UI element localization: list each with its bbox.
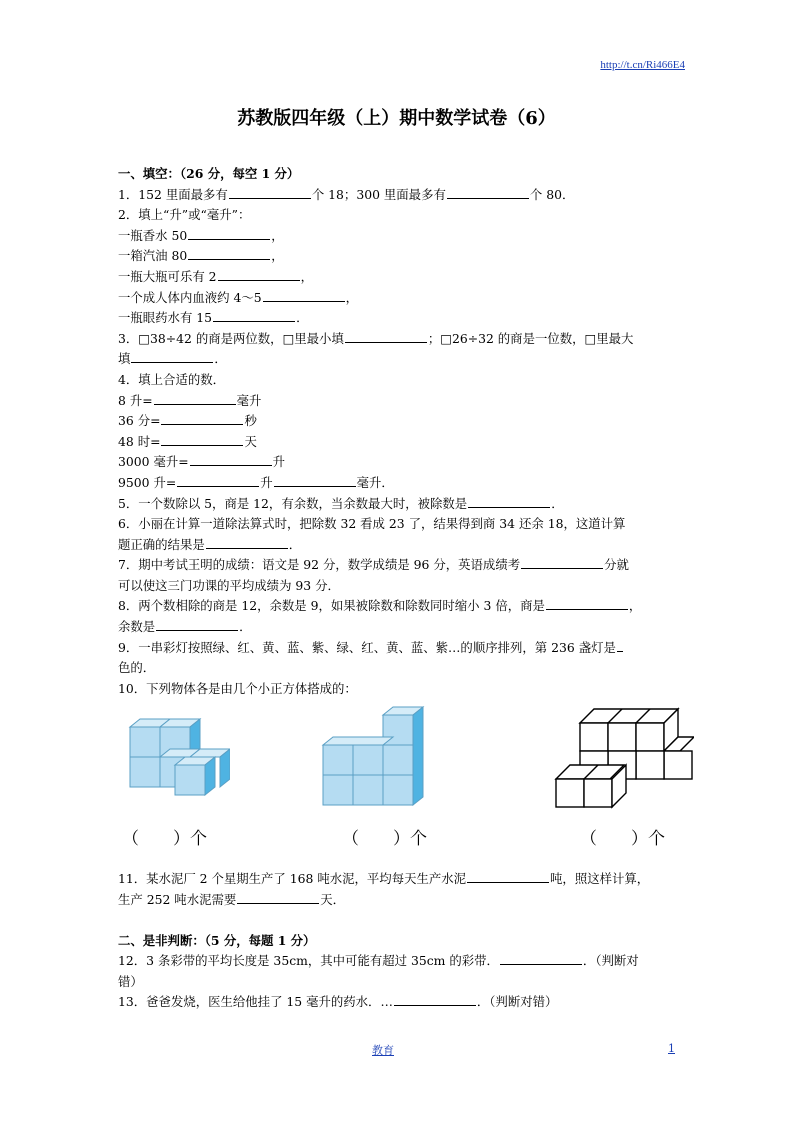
question-6: 6．小丽在计算一道除法算式时，把除数 32 看成 23 了，结果得到商 34 还余 18，这道计算 [118,516,626,532]
q1-text-c: 个 80． [529,186,575,202]
q4-unit: 升 [260,474,273,490]
q2-text: 一瓶大瓶可乐有 2 [118,268,217,284]
q2-line-5 [118,308,678,329]
q10-caption-1: （ ）个 [122,829,207,850]
q3-text-c: 填 [118,351,131,367]
q4-line-5 [118,473,678,494]
answer-blank[interactable] [521,555,603,569]
answer-blank[interactable] [546,596,628,610]
q11-text-d: 天． [320,892,346,908]
answer-blank[interactable] [161,432,243,446]
answer-blank[interactable] [394,992,476,1006]
answer-blank[interactable] [237,890,319,904]
question-9-cont: 色的． [118,660,156,676]
q7-text-a: 7．期中考试王明的成绩：语文是 92 分，数学成绩是 96 分，英语成绩考 [118,557,521,573]
q2-line-4 [118,288,678,309]
q1-text-b: 个 18；300 里面最多有 [311,186,446,202]
q4-line-2 [118,411,678,432]
q4-unit: 升 [272,454,286,470]
q2-text: 一瓶眼药水有 15 [118,310,213,326]
q4-text: 48 时= [118,433,161,449]
q3-text-b: ；□26÷32 的商是一位数，□里最大 [427,330,634,346]
answer-blank[interactable] [345,329,427,343]
q13-text-b: ．（判断对错） [476,994,558,1010]
answer-blank[interactable] [131,349,213,363]
q8-text-a: 8．两个数相除的商是 12，余数是 9，如果被除数和除数同时缩小 3 倍，商是 [118,598,545,614]
q2-punct: ， [345,289,359,305]
question-12 [118,951,678,972]
q2-line-3 [118,267,678,288]
question-6-cont [118,535,678,556]
answer-blank[interactable] [154,391,236,405]
q2-punct: ， [271,248,284,264]
q2-line-1 [118,226,678,247]
answer-blank[interactable] [229,185,311,199]
q4-unit: 秒 [244,413,257,429]
q8-text-b: ， [628,598,642,614]
q10-heading: 10．下列物体各是由几个小正方体搭成的： [118,680,357,696]
q2-line-2 [118,246,678,267]
exam-content [118,158,678,1013]
q13-text-a: 13．爸爸发烧，医生给他挂了 15 毫升的药水．… [118,994,393,1010]
question-12-cont: 错） [118,973,143,989]
q8-text-d: ． [239,619,252,635]
question-13 [118,992,678,1013]
q4-text: 36 分= [118,413,161,429]
answer-blank[interactable] [617,638,623,652]
question-11 [118,869,678,890]
answer-blank[interactable] [188,226,270,240]
q2-heading: 2．填上“升”或“毫升”： [118,207,251,223]
q4-unit: 毫升． [356,474,394,490]
q5-text-b: ． [551,495,564,511]
q4-text: 9500 升= [118,474,177,490]
answer-blank[interactable] [447,185,529,199]
cube-figure-2 [318,705,428,811]
q12-text-a: 12．3 条彩带的平均长度是 35cm，其中可能有超过 35cm 的彩带． [118,953,499,969]
answer-blank[interactable] [206,535,288,549]
question-8-cont [118,617,678,638]
answer-blank[interactable] [274,473,356,487]
q4-line-4 [118,452,678,473]
q4-text: 8 升= [118,392,153,408]
q4-line-3 [118,432,678,453]
section1-heading: 一、填空：（26 分，每空 1 分） [118,166,300,181]
q10-caption-3: （ ）个 [580,829,665,850]
q9-text-a: 9．一串彩灯按照绿、红、黄、蓝、紫、绿、红、黄、蓝、紫…的顺序排列，第 236 盏灯是 [118,639,616,655]
answer-blank[interactable] [468,494,550,508]
q5-text-a: 5．一个数除以 5，商是 12，有余数，当余数最大时，被除数是 [118,495,468,511]
q2-text: 一瓶香水 50 [118,227,188,243]
q7-text-b: 分就 [604,557,629,573]
q11-text-c: 生产 252 吨水泥需要 [118,892,237,908]
q4-text: 3000 毫升= [118,454,189,470]
q2-text: 一个成人体内血液约 4～5 [118,289,262,305]
q6-text-c: ． [288,536,302,552]
q4-unit: 毫升 [236,392,262,408]
page-title: 苏教版四年级（上）期中数学试卷（6） [237,108,556,129]
answer-blank[interactable] [188,246,270,260]
footer-link[interactable]: 教育 [372,1044,394,1057]
question-7 [118,555,678,576]
page-number: 1 [668,1042,675,1055]
section2-heading: 二、是非判断：（5 分，每题 1 分） [118,932,316,948]
q3-text-d: ． [214,351,227,367]
question-9 [118,638,678,659]
answer-blank[interactable] [177,473,259,487]
question-5 [118,494,678,515]
header-link[interactable]: http://t.cn/Ri466E4 [600,59,685,71]
question-7-cont: 可以使这三门功课的平均成绩为 93 分． [118,577,340,593]
answer-blank[interactable] [213,308,295,322]
q4-line-1 [118,391,678,412]
question-11-cont [118,890,678,911]
answer-blank[interactable] [161,411,243,425]
q10-caption-2: （ ）个 [342,829,427,850]
cube-figure-1 [120,705,230,807]
question-3-cont [118,349,678,370]
answer-blank[interactable] [156,617,238,631]
q11-text-a: 11．某水泥厂 2 个星期生产了 168 吨水泥，平均每天生产水泥 [118,871,467,887]
cube-figure-3 [554,701,694,813]
q2-punct: ． [296,310,309,326]
answer-blank[interactable] [500,951,582,965]
question-3 [118,329,678,350]
q1-text-a: 1．152 里面最多有 [118,186,228,202]
question-8 [118,596,678,617]
q8-text-c: 余数是 [118,619,156,635]
q4-heading: 4．填上合适的数． [118,371,226,387]
answer-blank[interactable] [467,869,549,883]
answer-blank[interactable] [263,288,345,302]
q2-punct: ， [271,227,284,243]
question-1 [118,185,678,206]
q3-text-a: 3．□38÷42 的商是两位数，□里最小填 [118,330,344,346]
q10-figures [118,705,678,865]
q2-punct: ， [300,268,313,284]
q12-text-b: ．（判断对 [582,953,639,969]
q11-text-b: 吨，照这样计算， [550,871,650,887]
q4-unit: 天 [244,433,257,449]
q6-text-b: 题正确的结果是 [118,536,205,552]
answer-blank[interactable] [218,267,300,281]
answer-blank[interactable] [190,452,272,466]
q2-text: 一箱汽油 80 [118,248,188,264]
